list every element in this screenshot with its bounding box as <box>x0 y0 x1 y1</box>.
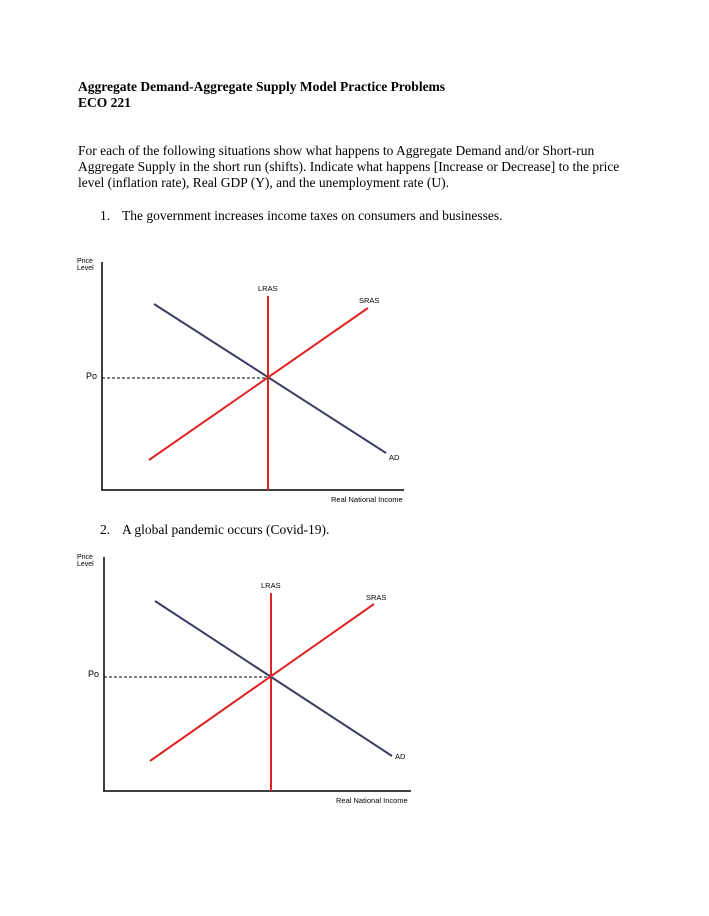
sras-label: SRAS <box>359 296 380 305</box>
question-text: The government increases income taxes on consumers and businesses. <box>122 208 503 223</box>
question-number: 2. <box>100 522 111 537</box>
question-number: 1. <box>100 208 111 223</box>
y-axis-label: Price Level <box>77 258 94 272</box>
question-text: A global pandemic occurs (Covid-19). <box>122 522 330 537</box>
lras-label: LRAS <box>261 581 281 590</box>
page-title: Aggregate Demand-Aggregate Supply Model Practice Problems <box>78 79 446 94</box>
x-axis-label: Real National Income <box>331 495 403 504</box>
price-level-label: Po <box>88 669 100 679</box>
sras-label: SRAS <box>366 593 387 602</box>
instructions-paragraph: For each of the following situations show what happens to Aggregate Demand and/or Short-run Aggregate Supply in the short run (shifts). Indicate what happens [Increase or Decrease] to the price level (inflation rate), Real GDP (Y), and the unemployment rate (U). <box>78 143 620 190</box>
course-code: ECO 221 <box>78 95 131 110</box>
y-axis-label: Price Level <box>77 554 94 568</box>
ad-label: AD <box>395 752 406 761</box>
sras-curve <box>150 604 374 761</box>
ad-label: AD <box>389 453 400 462</box>
price-level-label: Po <box>86 371 98 381</box>
x-axis-label: Real National Income <box>336 796 408 805</box>
lras-label: LRAS <box>258 284 278 293</box>
